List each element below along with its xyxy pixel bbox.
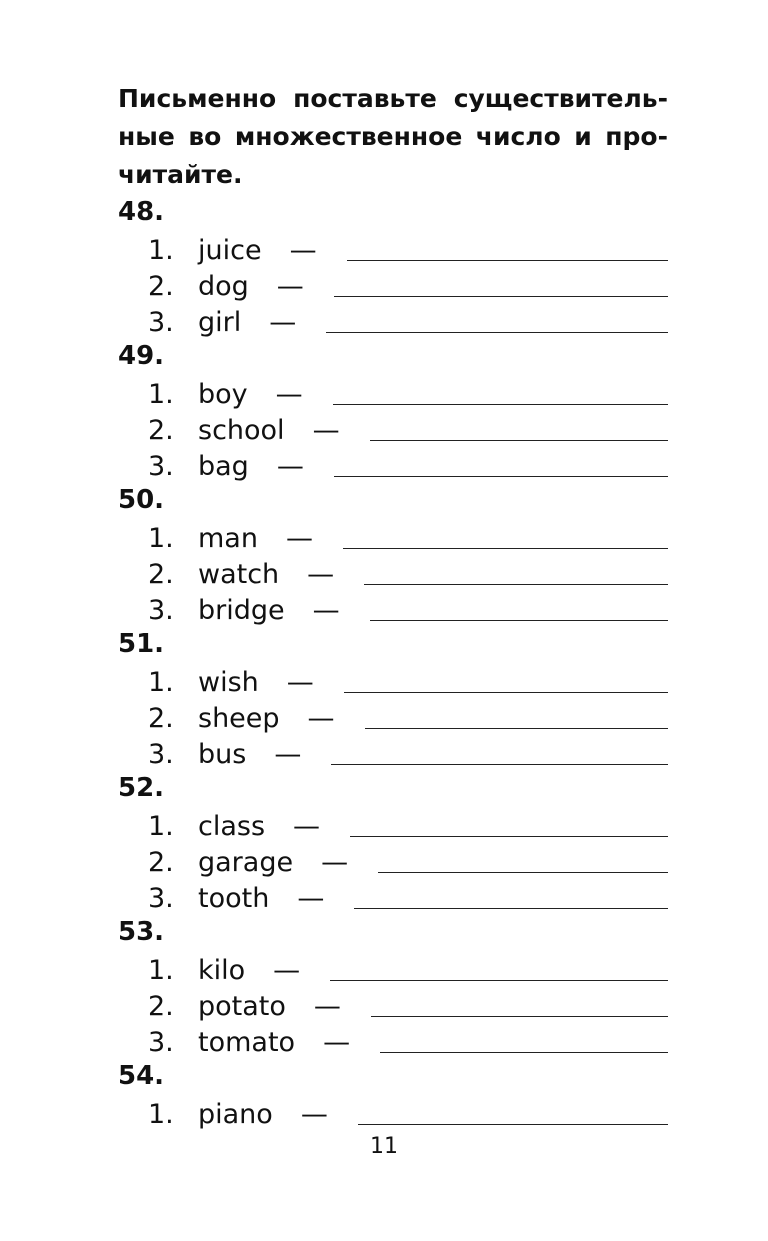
answer-line[interactable] [358, 1104, 668, 1125]
item-word: dog [198, 271, 249, 302]
answer-line[interactable] [365, 708, 668, 729]
answer-line[interactable] [350, 816, 668, 837]
exercise-block [118, 194, 668, 338]
exercise-item [118, 806, 668, 842]
item-dash: — [313, 991, 341, 1022]
item-dash: — [273, 955, 301, 986]
item-number: 1. [148, 811, 174, 842]
item-word: bag [198, 451, 249, 482]
item-dash: — [289, 235, 317, 266]
answer-line[interactable] [331, 744, 668, 765]
answer-line[interactable] [344, 672, 668, 693]
answer-line[interactable] [326, 312, 668, 333]
exercise-block [118, 914, 668, 1058]
item-dash: — [285, 523, 313, 554]
item-dash: — [312, 595, 340, 626]
item-number: 3. [148, 883, 174, 914]
item-number: 1. [148, 379, 174, 410]
exercise-item [118, 554, 668, 590]
exercise-number: 54. [118, 1061, 165, 1091]
answer-line[interactable] [333, 384, 668, 405]
item-word: potato [198, 991, 286, 1022]
answer-line[interactable] [343, 528, 668, 549]
exercise-block [118, 1058, 668, 1130]
item-number: 1. [148, 235, 174, 266]
exercise-item [118, 842, 668, 878]
exercise-item [118, 950, 668, 986]
item-dash: — [307, 559, 335, 590]
exercise-item [118, 662, 668, 698]
exercise-item [118, 1094, 668, 1130]
instruction-line: читайте. [118, 160, 243, 189]
item-number: 3. [148, 1027, 174, 1058]
item-dash: — [307, 703, 335, 734]
item-word: kilo [198, 955, 246, 986]
answer-line[interactable] [370, 600, 668, 621]
page-number: 11 [370, 1134, 398, 1159]
item-word: bus [198, 739, 247, 770]
item-number: 1. [148, 667, 174, 698]
item-dash: — [300, 1099, 328, 1130]
exercise-item [118, 266, 668, 302]
instruction [118, 80, 668, 194]
answer-line[interactable] [364, 564, 668, 585]
exercise-item [118, 734, 668, 770]
answer-line[interactable] [334, 276, 668, 297]
item-number: 1. [148, 1099, 174, 1130]
item-number: 3. [148, 739, 174, 770]
item-word: wish [198, 667, 259, 698]
exercise-block [118, 626, 668, 770]
item-number: 1. [148, 955, 174, 986]
exercise-number: 51. [118, 629, 165, 659]
item-word: tooth [198, 883, 270, 914]
exercise-item [118, 446, 668, 482]
exercise-item [118, 698, 668, 734]
item-word: watch [198, 559, 280, 590]
worksheet-page [118, 80, 668, 1130]
item-number: 2. [148, 271, 174, 302]
exercise-item [118, 590, 668, 626]
exercise-number: 52. [118, 773, 165, 803]
item-number: 1. [148, 523, 174, 554]
exercise-number: 48. [118, 197, 165, 227]
item-word: school [198, 415, 285, 446]
item-dash: — [276, 451, 304, 482]
answer-line[interactable] [354, 888, 668, 909]
exercise-number: 50. [118, 485, 165, 515]
exercise-item [118, 986, 668, 1022]
answer-line[interactable] [370, 420, 668, 441]
item-dash: — [274, 739, 302, 770]
exercise-list [118, 194, 668, 1130]
item-number: 3. [148, 307, 174, 338]
item-dash: — [275, 379, 303, 410]
exercise-number: 49. [118, 341, 165, 371]
item-word: class [198, 811, 266, 842]
answer-line[interactable] [378, 852, 668, 873]
item-dash: — [276, 271, 304, 302]
exercise-item [118, 374, 668, 410]
exercise-item [118, 410, 668, 446]
item-word: girl [198, 307, 242, 338]
instruction-line: Письменно поставьте существитель- [118, 84, 668, 113]
item-word: tomato [198, 1027, 296, 1058]
answer-line[interactable] [330, 960, 668, 981]
exercise-item [118, 518, 668, 554]
exercise-block [118, 482, 668, 626]
exercise-item [118, 302, 668, 338]
exercise-item [118, 878, 668, 914]
item-word: juice [198, 235, 262, 266]
item-dash: — [269, 307, 297, 338]
item-number: 2. [148, 415, 174, 446]
item-number: 2. [148, 559, 174, 590]
item-dash: — [321, 847, 349, 878]
item-word: sheep [198, 703, 280, 734]
item-number: 3. [148, 595, 174, 626]
exercise-block [118, 770, 668, 914]
item-dash: — [312, 415, 340, 446]
answer-line[interactable] [347, 240, 668, 261]
item-number: 2. [148, 703, 174, 734]
exercise-block [118, 338, 668, 482]
answer-line[interactable] [380, 1032, 668, 1053]
item-number: 2. [148, 847, 174, 878]
item-number: 2. [148, 991, 174, 1022]
answer-line[interactable] [334, 456, 668, 477]
item-number: 3. [148, 451, 174, 482]
item-word: boy [198, 379, 248, 410]
answer-line[interactable] [371, 996, 668, 1017]
instruction-line: ные во множественное число и про- [118, 122, 668, 151]
exercise-item [118, 230, 668, 266]
item-word: bridge [198, 595, 285, 626]
item-word: man [198, 523, 258, 554]
item-word: piano [198, 1099, 273, 1130]
exercise-item [118, 1022, 668, 1058]
item-dash: — [286, 667, 314, 698]
item-dash: — [323, 1027, 351, 1058]
item-word: garage [198, 847, 294, 878]
item-dash: — [297, 883, 325, 914]
exercise-number: 53. [118, 917, 165, 947]
item-dash: — [293, 811, 321, 842]
